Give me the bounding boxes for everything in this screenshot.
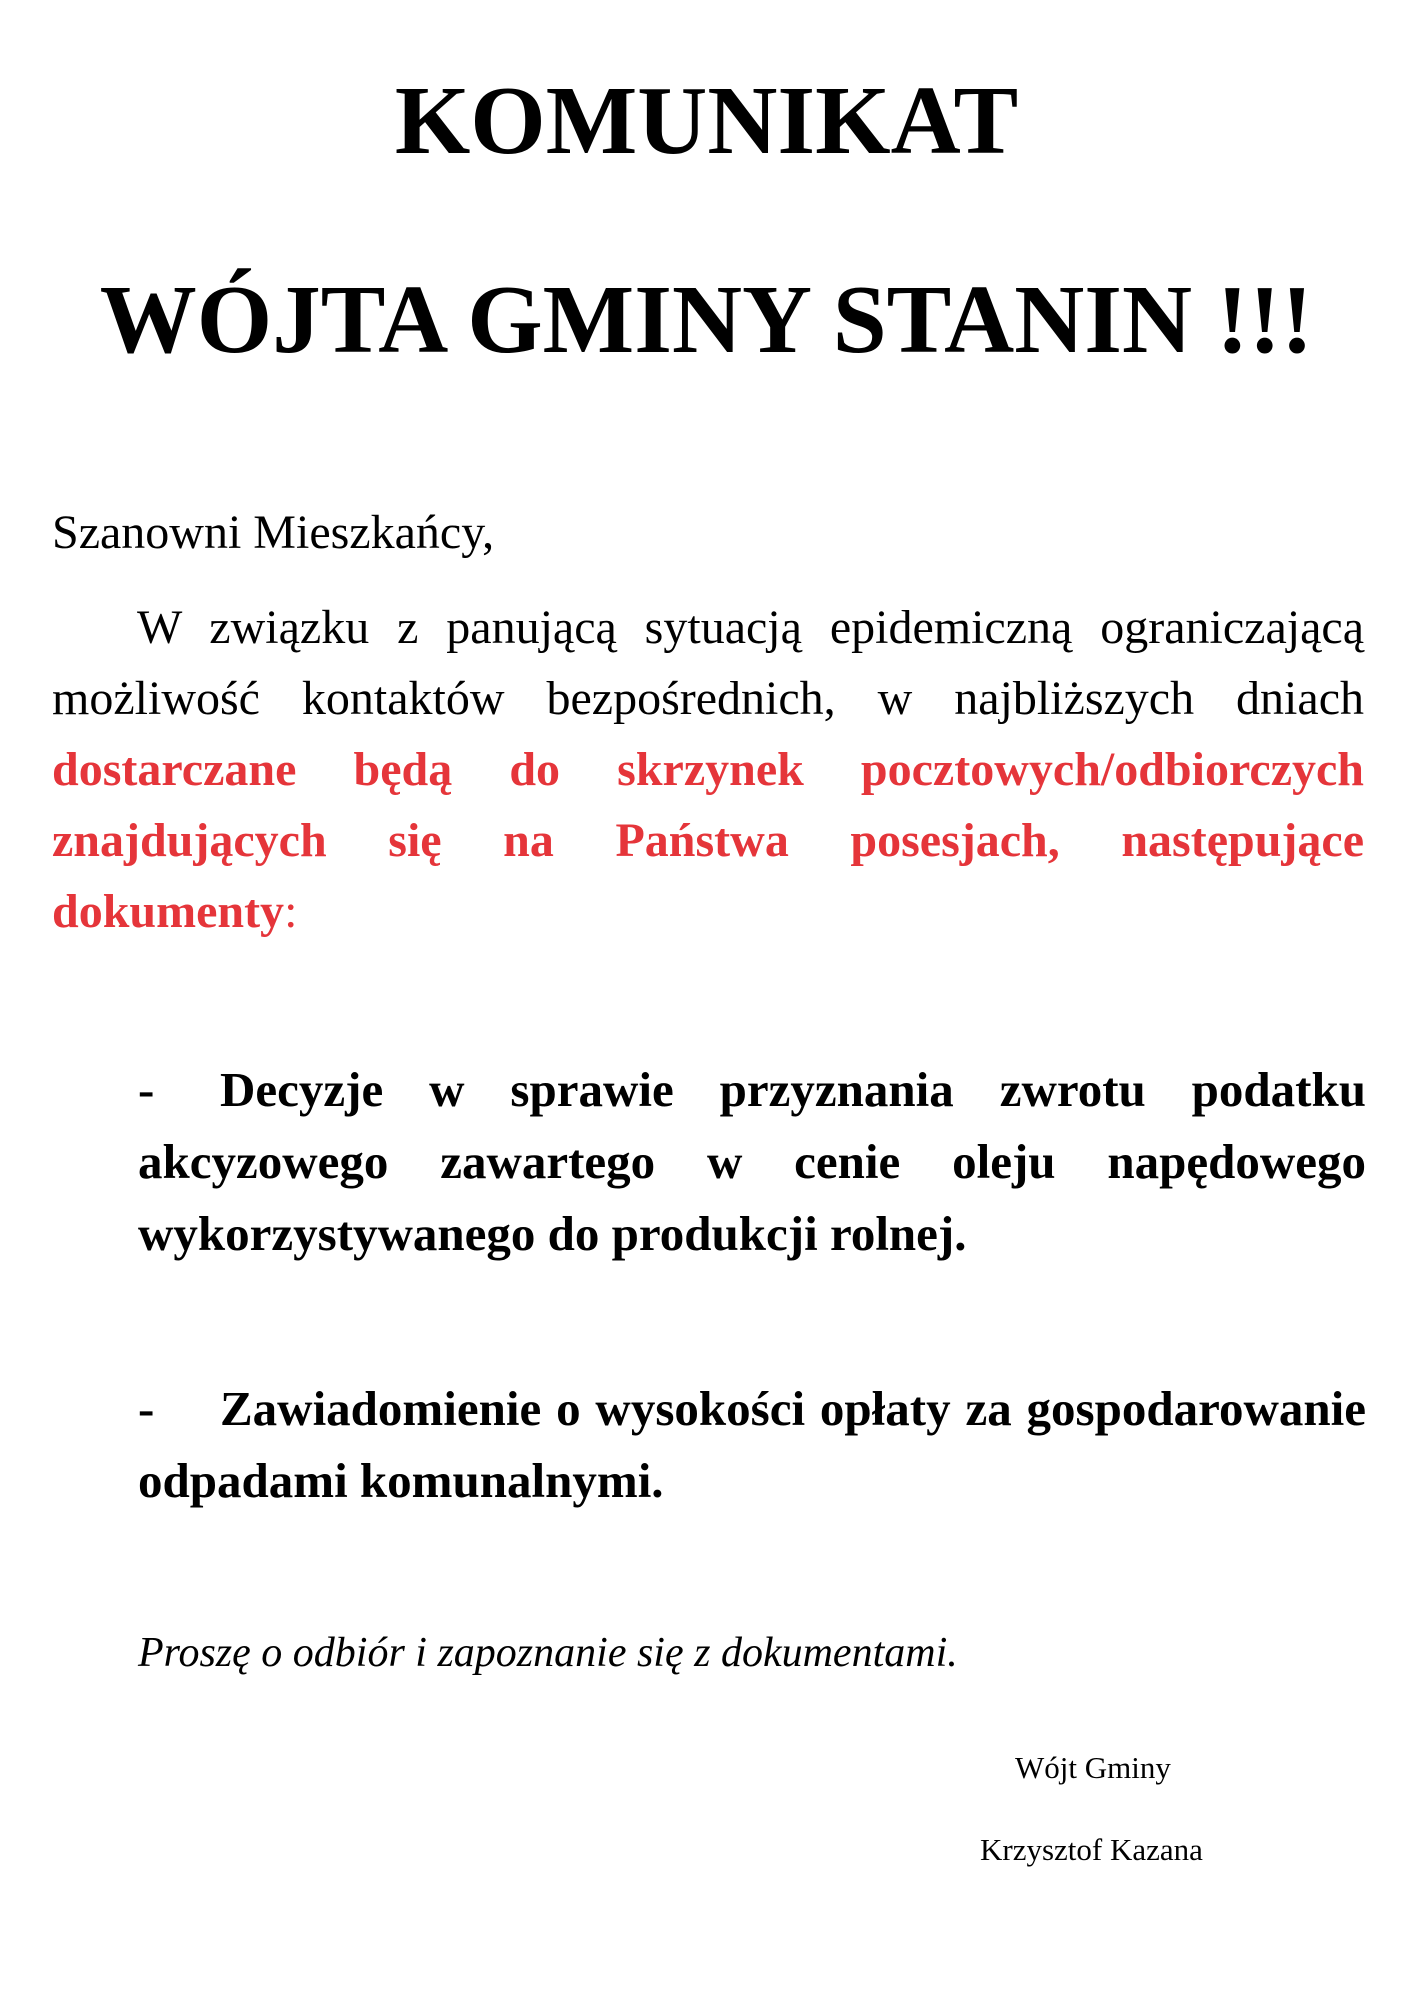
document-item-text: Zawiadomienie o wysokości opłaty za gospodarowanie odpadami komunalnymi. (138, 1381, 1366, 1508)
signature-title: Wójt Gminy (1015, 1750, 1171, 1785)
intro-text: W związku z panującą sytuacją epidemiczną ograniczającą możliwość kontaktów bezpośrednich, w najbliższych dniach (52, 601, 1364, 725)
signature-name: Krzysztof Kazana (980, 1832, 1203, 1867)
intro-colon: : (284, 885, 298, 938)
document-item (138, 1373, 1366, 1517)
greeting: Szanowni Mieszkańcy, (52, 506, 495, 559)
document-item (138, 1054, 1366, 1270)
notice-title: KOMUNIKAT (394, 67, 1019, 174)
intro-highlight: dostarczane będą do skrzynek pocztowych/odbiorczych znajdujących się na Państwa posesjach, następujące dokumenty (52, 743, 1364, 938)
document-item-text: Decyzje w sprawie przyznania zwrotu podatku akcyzowego zawartego w cenie oleju napędowego wykorzystywanego do produkcji rolnej. (138, 1062, 1366, 1261)
bullet-dash: - (138, 1381, 155, 1436)
intro-paragraph (52, 592, 1364, 947)
notice-subtitle: WÓJTA GMINY STANIN !!! (99, 266, 1314, 373)
closing-request: Proszę o odbiór i zapoznanie się z dokumentami. (138, 1630, 958, 1676)
bullet-dash: - (138, 1062, 155, 1117)
